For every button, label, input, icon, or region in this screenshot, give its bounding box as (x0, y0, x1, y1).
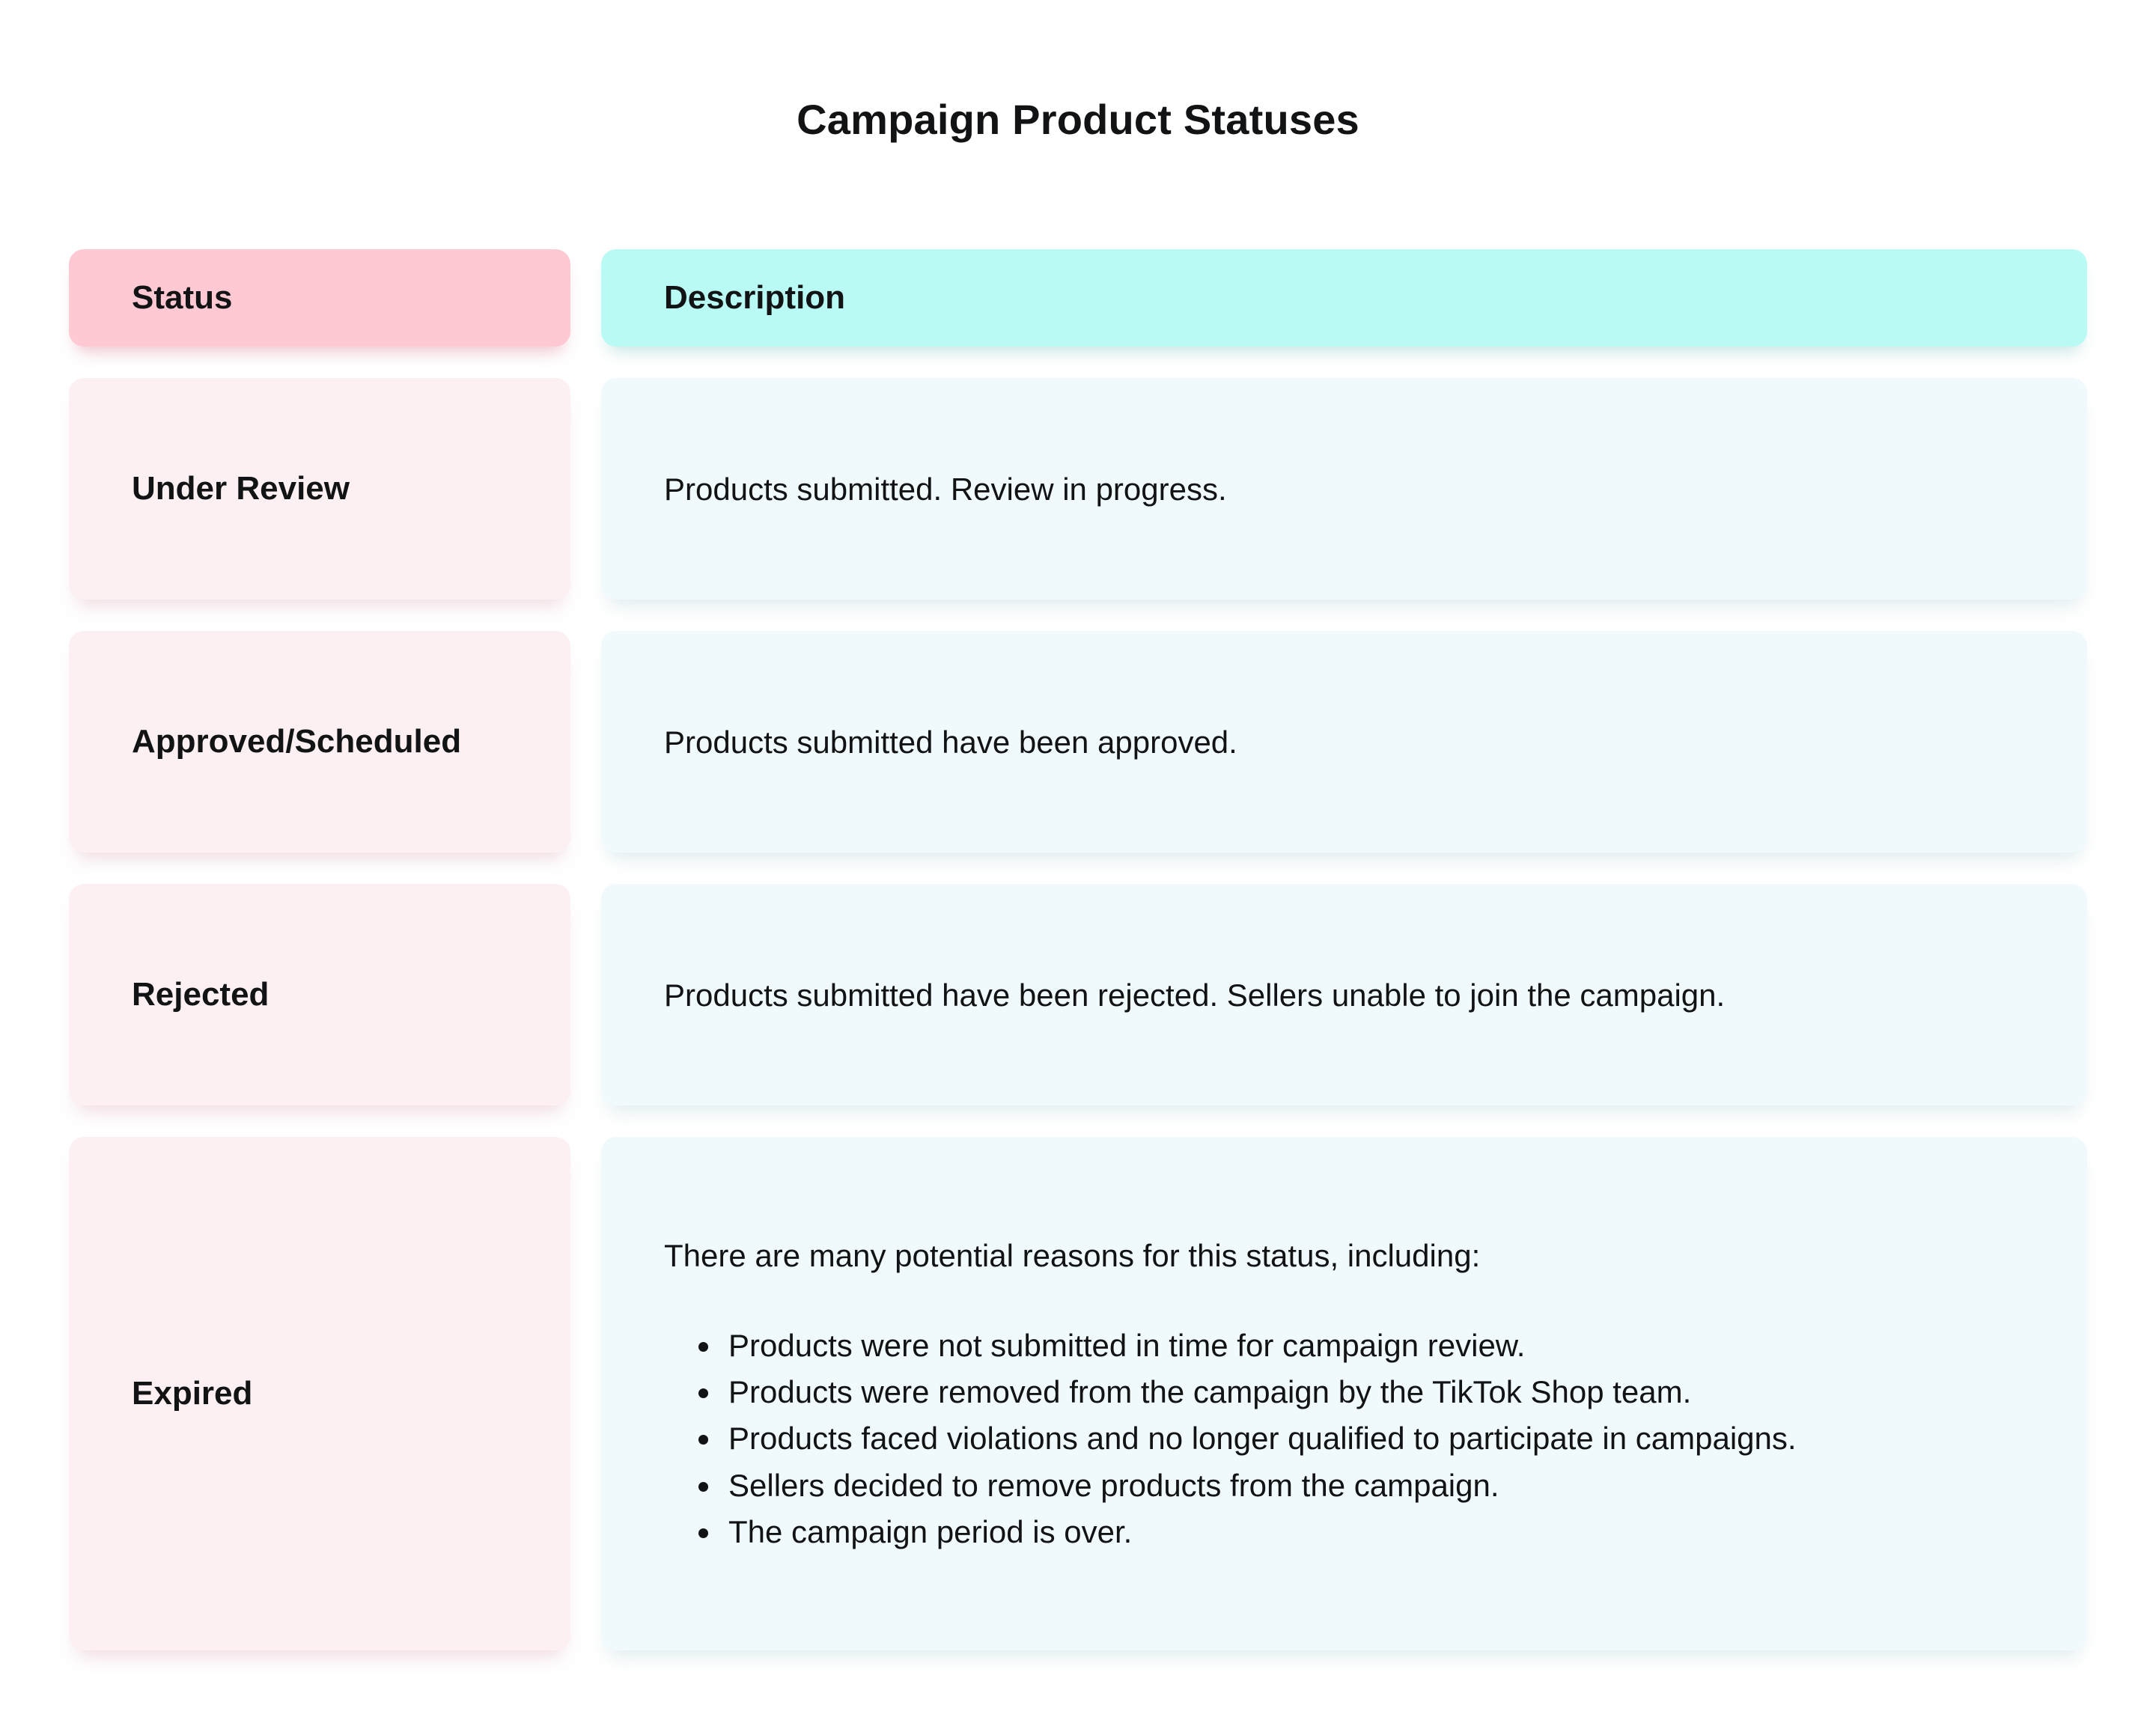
description-text: Products submitted have been rejected. Sellers unable to join the campaign. (664, 977, 1726, 1013)
status-cell-expired (69, 1137, 570, 1650)
bullet-item: • Products faced violations and no longer qualified to participate in campaigns. (722, 1415, 1797, 1462)
column-header-description (601, 249, 2087, 347)
status-cell-approved-scheduled (69, 631, 570, 853)
status-cell-under-review (69, 378, 570, 600)
bullet-item: • Products were removed from the campaign by the TikTok Shop team. (722, 1369, 1797, 1415)
description-cell-expired (601, 1137, 2087, 1650)
column-header-status-label: Status (132, 279, 233, 317)
status-label: Under Review (132, 470, 350, 507)
description-cell-approved-scheduled (601, 631, 2087, 853)
status-cell-rejected (69, 884, 570, 1106)
column-header-status (69, 249, 570, 347)
column-header-description-label: Description (664, 279, 846, 317)
description-text: Products submitted have been approved. (664, 724, 1237, 760)
description-text: Products submitted. Review in progress. (664, 471, 1227, 507)
bullet-item: • Sellers decided to remove products from the campaign. (722, 1463, 1797, 1509)
status-label: Rejected (132, 976, 270, 1013)
page-title: Campaign Product Statuses (797, 96, 1359, 143)
status-label: Approved/Scheduled (132, 723, 462, 760)
campaign-status-table (69, 249, 2087, 1650)
description-cell-rejected (601, 884, 2087, 1106)
bullet-item: • Products were not submitted in time for campaign review. (722, 1323, 1797, 1369)
bullet-item: • The campaign period is over. (722, 1509, 1797, 1555)
description-intro-text: There are many potential reasons for this status, including: (664, 1237, 1481, 1273)
status-label: Expired (132, 1375, 253, 1412)
description-bullet-list (664, 1323, 1797, 1555)
description-cell-under-review (601, 378, 2087, 600)
